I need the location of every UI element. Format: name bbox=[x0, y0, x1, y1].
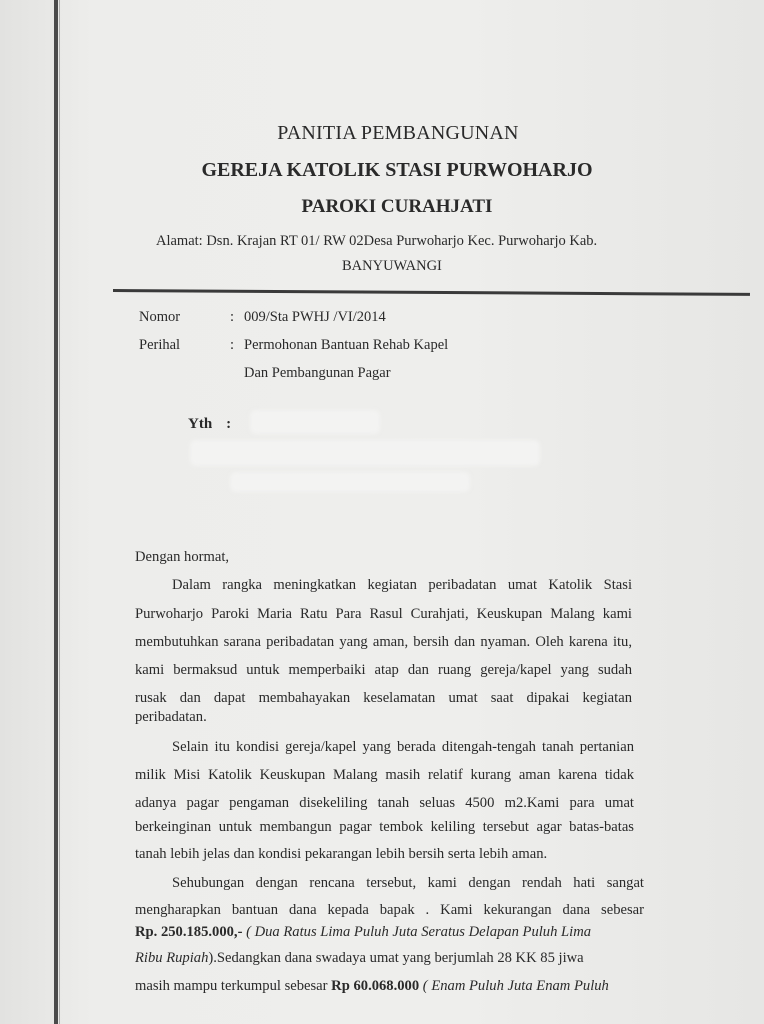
paragraph-3-line: mengharapkan bantuan dana kepada bapak . Kami kekurangan dana sebesar bbox=[135, 902, 644, 918]
paragraph-1-line: membutuhkan sarana peribadatan yang aman, bersih dan nyaman. Oleh karena itu, bbox=[135, 634, 632, 650]
paragraph-3-line bbox=[135, 978, 609, 995]
recipient-line bbox=[188, 416, 231, 433]
paragraph-2-line: tanah lebih jelas dan kondisi pekarangan lebih bersih serta lebih aman. bbox=[135, 846, 548, 862]
letterhead-parish: PAROKI CURAHJATI bbox=[301, 196, 493, 217]
paragraph-1-line: Dalam rangka meningkatkan kegiatan peribadatan umat Katolik Stasi bbox=[172, 577, 632, 593]
recipient-label: Yth bbox=[188, 416, 213, 432]
paragraph-1-line: Purwoharjo Paroki Maria Ratu Para Rasul Curahjati, Keuskupan Malang kami bbox=[135, 606, 632, 622]
paragraph-1-line: peribadatan. bbox=[135, 709, 207, 725]
redacted-recipient-area bbox=[250, 410, 380, 434]
paragraph-2-line: Selain itu kondisi gereja/kapel yang berada ditengah-tengah tanah pertanian bbox=[172, 739, 634, 755]
paragraph-2-line: berkeinginan untuk membangun pagar tembok keliling tersebut agar batas-batas bbox=[135, 819, 634, 835]
collected-amount: Rp 60.068.000 bbox=[331, 978, 420, 994]
perihal-label: Perihal bbox=[139, 337, 181, 353]
paragraph-3-line-amount bbox=[135, 924, 591, 941]
letterhead-address-city: BANYUWANGI bbox=[342, 258, 442, 274]
perihal-value: Permohonan Bantuan Rehab Kapel bbox=[244, 337, 449, 353]
letterhead-divider bbox=[113, 289, 750, 296]
nomor-value: 009/Sta PWHJ /VI/2014 bbox=[244, 309, 386, 325]
recipient-colon: : bbox=[226, 416, 232, 432]
requested-amount-words: ( Dua Ratus Lima Puluh Juta Seratus Delapan Puluh Lima bbox=[242, 924, 592, 940]
paragraph-1-line: kami bermaksud untuk memperbaiki atap dan ruang gereja/kapel yang sudah bbox=[135, 662, 632, 678]
paragraph-2-line: milik Misi Katolik Keuskupan Malang masih relatif kurang aman karena tidak bbox=[135, 767, 634, 783]
collected-amount-words: ( Enam Puluh Juta Enam Puluh bbox=[419, 978, 609, 994]
requested-amount: Rp. 250.185.000,- bbox=[135, 924, 243, 940]
paragraph-2-line: adanya pagar pengaman disekeliling tanah seluas 4500 m2.Kami para umat bbox=[135, 795, 634, 811]
perihal-colon: : bbox=[230, 337, 235, 353]
paragraph-3-line bbox=[135, 950, 584, 967]
paragraph-3-line: Sehubungan dengan rencana tersebut, kami dengan rendah hati sangat bbox=[172, 875, 644, 891]
paragraph-1-line: rusak dan dapat membahayakan keselamatan umat saat dipakai kegiatan bbox=[135, 690, 632, 706]
paragraph-3-text: ).Sedangkan dana swadaya umat yang berjumlah 28 KK 85 jiwa bbox=[208, 950, 584, 966]
letterhead-address: Alamat: Dsn. Krajan RT 01/ RW 02Desa Purwoharjo Kec. Purwoharjo Kab. bbox=[156, 233, 598, 249]
letterhead-church: GEREJA KATOLIK STASI PURWOHARJO bbox=[201, 159, 593, 181]
paragraph-3-text: masih mampu terkumpul sebesar bbox=[135, 978, 332, 994]
requested-amount-words-end: Ribu Rupiah bbox=[135, 950, 209, 966]
binding-edge-shadow bbox=[59, 0, 60, 1024]
redacted-recipient-area-2 bbox=[190, 440, 540, 466]
greeting: Dengan hormat, bbox=[135, 549, 230, 565]
nomor-label: Nomor bbox=[139, 309, 181, 325]
nomor-colon: : bbox=[230, 309, 235, 325]
redacted-recipient-area-3 bbox=[230, 472, 470, 492]
letterhead-committee: PANITIA PEMBANGUNAN bbox=[277, 122, 519, 144]
binding-edge-line bbox=[54, 0, 58, 1024]
perihal-value-continued: Dan Pembangunan Pagar bbox=[244, 365, 391, 381]
